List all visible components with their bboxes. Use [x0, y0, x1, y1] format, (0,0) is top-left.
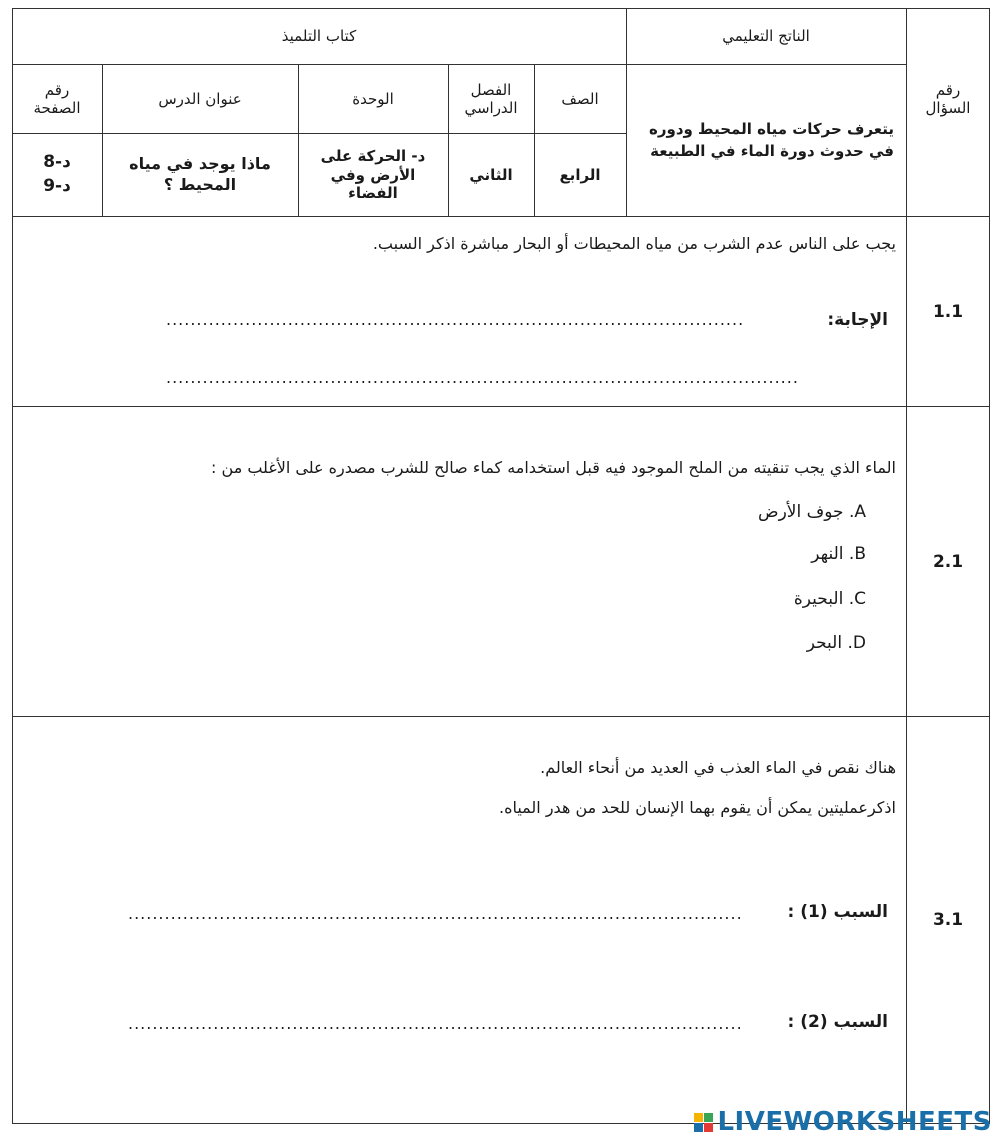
lesson-title-value: ماذا يوجد في مياه المحيط ؟ — [129, 154, 271, 194]
option-a-letter: A. — [848, 502, 866, 522]
header-section-bottom — [12, 216, 990, 217]
page-number-value: د-8 د-9 — [43, 152, 71, 196]
option-c[interactable] — [794, 589, 866, 609]
q2-bottom-divider — [12, 716, 990, 717]
answer-line-2[interactable]: ........................................................................................................ — [166, 368, 799, 387]
table-border-right — [989, 8, 990, 1124]
option-b[interactable] — [811, 544, 866, 564]
question-3-1-text-2: اذكرعمليتين يمكن أن يقوم بهما الإنسان للحد من هدر المياه. — [498, 798, 896, 817]
semester-value: الثاني — [469, 166, 513, 184]
question-1-1-text: يجب على الناس عدم الشرب من مياه المحيطات أو البحار مباشرة اذكر السبب. — [372, 234, 896, 253]
question-number-1-1: 1.1 — [932, 301, 964, 322]
option-a[interactable] — [758, 502, 866, 522]
q1-bottom-divider — [12, 406, 990, 407]
question-2-1-text: الماء الذي يجب تنقيته من الملح الموجود فيه قبل استخدامه كماء صالح للشرب مصدره على الأغلب من : — [211, 458, 896, 477]
page-number-header: رقم الصفحة — [33, 81, 81, 117]
question-number-header: رقم السؤال — [925, 81, 971, 117]
liveworksheets-wordmark: LIVEWORKSHEETS — [717, 1107, 992, 1137]
option-b-text: النهر — [811, 544, 844, 564]
reason-1-line[interactable]: ..................................................................................................... — [128, 904, 743, 923]
liveworksheets-logo — [694, 1107, 992, 1137]
option-d[interactable] — [807, 633, 866, 653]
unit-header: الوحدة — [352, 90, 394, 108]
question-number-2-1: 2.1 — [932, 551, 964, 572]
answer-line-1[interactable]: ............................................................................................... — [166, 310, 745, 329]
liveworksheets-icon — [694, 1113, 713, 1132]
reason-2-label: السبب (2) : — [787, 1012, 888, 1032]
learning-outcome-header: الناتج التعليمي — [722, 27, 810, 45]
student-book-header: كتاب التلميذ — [281, 27, 357, 45]
option-c-letter: C. — [848, 589, 866, 609]
grade-header: الصف — [561, 90, 599, 108]
lesson-title-header: عنوان الدرس — [158, 90, 242, 108]
unit-value: د- الحركة على الأرض وفي الفضاء — [320, 146, 426, 203]
option-b-letter: B. — [848, 544, 866, 564]
reason-2-line[interactable]: ..................................................................................................... — [128, 1014, 743, 1033]
question-3-1-text-1: هناك نقص في الماء العذب في العديد من أنحاء العالم. — [540, 758, 896, 777]
learning-outcome-value: يتعرف حركات مياه المحيط ودوره في حدوث دورة الماء في الطبيعة — [649, 119, 894, 160]
option-c-text: البحيرة — [793, 589, 844, 609]
grade-value: الرابع — [559, 166, 601, 184]
question-number-3-1: 3.1 — [932, 910, 964, 930]
semester-header: الفصل الدراسي — [464, 81, 518, 117]
answer-label: الإجابة: — [827, 310, 888, 330]
reason-1-label: السبب (1) : — [787, 902, 888, 922]
option-d-letter: D. — [847, 633, 866, 653]
option-a-text: جوف الأرض — [758, 502, 844, 522]
option-d-text: البحر — [806, 633, 843, 653]
